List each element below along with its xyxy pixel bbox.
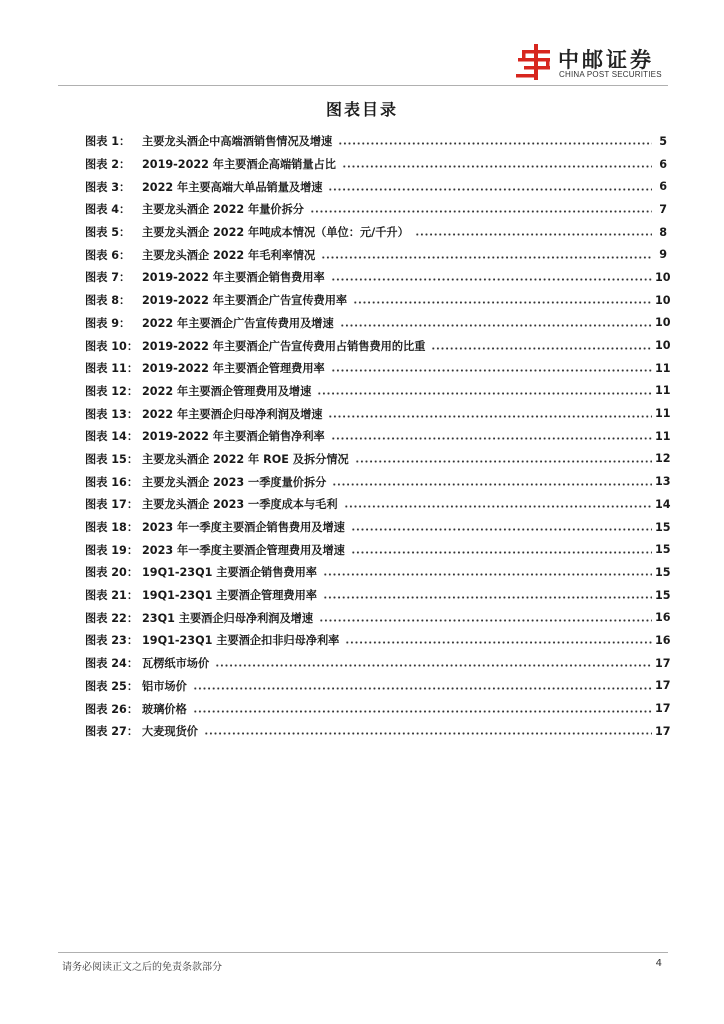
toc-entry-page: 14 bbox=[655, 497, 671, 511]
toc-entry-label: 图表 7： bbox=[85, 271, 131, 285]
toc-entry-label: 图表 27： bbox=[85, 725, 139, 739]
dot-leader bbox=[340, 318, 652, 328]
dot-leader bbox=[338, 136, 652, 146]
toc-entry-title: 2019-2022 年主要酒企高端销量占比 bbox=[142, 158, 336, 172]
toc-entry-label: 图表 26： bbox=[85, 702, 139, 716]
toc-entry-title: 2022 年主要酒企管理费用及增速 bbox=[142, 384, 312, 398]
toc-entry-label: 图表 15： bbox=[85, 452, 139, 466]
toc-entry-label: 图表 12： bbox=[85, 384, 139, 398]
toc-entry-label: 图表 24： bbox=[85, 657, 139, 671]
toc-entry-label: 图表 6： bbox=[85, 248, 131, 262]
toc-entry[interactable] bbox=[85, 266, 671, 289]
toc-entry-page: 16 bbox=[655, 611, 671, 625]
toc-entry[interactable] bbox=[85, 380, 671, 403]
toc-entry-label: 图表 13： bbox=[85, 407, 139, 421]
toc-entry[interactable] bbox=[85, 198, 667, 221]
toc-entry-title: 主要龙头酒企 2023 一季度成本与毛利 bbox=[142, 498, 338, 512]
toc-entry[interactable] bbox=[85, 243, 667, 266]
toc-entry-title: 2019-2022 年主要酒企广告宣传费用率 bbox=[142, 294, 348, 308]
dot-leader bbox=[323, 567, 652, 577]
toc-entry[interactable] bbox=[85, 448, 671, 471]
toc-entry-page: 17 bbox=[655, 679, 671, 693]
toc-entry-title: 2023 年一季度主要酒企管理费用及增速 bbox=[142, 543, 345, 557]
toc-entry-page: 11 bbox=[655, 361, 671, 375]
figure-list bbox=[85, 130, 671, 743]
toc-entry-label: 图表 20： bbox=[85, 566, 139, 580]
toc-entry-label: 图表 3： bbox=[85, 180, 131, 194]
toc-entry[interactable] bbox=[85, 606, 671, 629]
toc-entry-page: 9 bbox=[659, 248, 667, 262]
dot-leader bbox=[351, 522, 652, 532]
toc-entry-label: 图表 1： bbox=[85, 135, 131, 149]
toc-entry-page: 6 bbox=[659, 180, 667, 194]
toc-entry-label: 图表 16： bbox=[85, 475, 139, 489]
toc-entry-title: 玻璃价格 bbox=[142, 702, 187, 716]
toc-entry[interactable] bbox=[85, 221, 667, 244]
toc-entry-label: 图表 22： bbox=[85, 611, 139, 625]
toc-entry-page: 17 bbox=[655, 724, 671, 738]
toc-entry-label: 图表 5： bbox=[85, 226, 131, 240]
toc-entry[interactable] bbox=[85, 289, 671, 312]
toc-entry-title: 2019-2022 年主要酒企销售净利率 bbox=[142, 430, 325, 444]
dot-leader bbox=[415, 227, 652, 237]
toc-entry[interactable] bbox=[85, 629, 671, 652]
dot-leader bbox=[344, 499, 652, 509]
dot-leader bbox=[353, 295, 652, 305]
toc-entry-title: 2023 年一季度主要酒企销售费用及增速 bbox=[142, 521, 345, 535]
toc-entry[interactable] bbox=[85, 130, 667, 153]
dot-leader bbox=[328, 182, 652, 192]
dot-leader bbox=[317, 386, 652, 396]
toc-entry[interactable] bbox=[85, 584, 671, 607]
dot-leader bbox=[331, 431, 652, 441]
toc-entry-title: 2022 年主要酒企归母净利润及增速 bbox=[142, 407, 323, 421]
toc-entry[interactable] bbox=[85, 538, 671, 561]
toc-entry-title: 2019-2022 年主要酒企管理费用率 bbox=[142, 362, 325, 376]
toc-entry-title: 铝市场价 bbox=[142, 679, 187, 693]
toc-entry-page: 7 bbox=[659, 202, 667, 216]
toc-entry-title: 2019-2022 年主要酒企广告宣传费用占销售费用的比重 bbox=[142, 339, 426, 353]
china-post-logo-icon bbox=[514, 42, 554, 82]
dot-leader bbox=[321, 250, 652, 260]
toc-entry-page: 15 bbox=[655, 588, 671, 602]
toc-entry-title: 主要龙头酒企中高端酒销售情况及增速 bbox=[142, 135, 333, 149]
toc-entry-title: 主要龙头酒企 2023 一季度量价拆分 bbox=[142, 475, 327, 489]
toc-entry[interactable] bbox=[85, 516, 671, 539]
toc-entry-page: 15 bbox=[655, 543, 671, 557]
toc-entry-label: 图表 9： bbox=[85, 316, 131, 330]
footer-divider bbox=[58, 952, 668, 953]
toc-entry-title: 19Q1-23Q1 主要酒企管理费用率 bbox=[142, 589, 317, 603]
toc-entry-label: 图表 14： bbox=[85, 430, 139, 444]
toc-entry-title: 瓦楞纸市场价 bbox=[142, 657, 210, 671]
dot-leader bbox=[204, 726, 652, 736]
dot-leader bbox=[355, 454, 652, 464]
dot-leader bbox=[328, 409, 652, 419]
toc-entry-label: 图表 8： bbox=[85, 294, 131, 308]
toc-entry-page: 5 bbox=[659, 134, 667, 148]
toc-entry-page: 17 bbox=[655, 656, 671, 670]
toc-entry-title: 23Q1 主要酒企归母净利润及增速 bbox=[142, 611, 314, 625]
toc-entry-title: 大麦现货价 bbox=[142, 725, 198, 739]
toc-entry[interactable] bbox=[85, 312, 671, 335]
company-logo bbox=[514, 42, 670, 82]
toc-entry[interactable] bbox=[85, 470, 671, 493]
toc-entry-label: 图表 4： bbox=[85, 203, 131, 217]
toc-entry-title: 2019-2022 年主要酒企销售费用率 bbox=[142, 271, 325, 285]
toc-entry-title: 主要龙头酒企 2022 年吨成本情况（单位：元/千升） bbox=[142, 226, 409, 240]
toc-entry[interactable] bbox=[85, 175, 667, 198]
dot-leader bbox=[431, 341, 652, 351]
toc-entry-page: 10 bbox=[655, 270, 671, 284]
logo-english-name: CHINA POST SECURITIES bbox=[559, 70, 662, 79]
toc-entry-page: 10 bbox=[655, 316, 671, 330]
dot-leader bbox=[331, 272, 652, 282]
toc-entry-label: 图表 10： bbox=[85, 339, 139, 353]
toc-entry[interactable] bbox=[85, 334, 671, 357]
toc-entry[interactable] bbox=[85, 652, 671, 675]
dot-leader bbox=[215, 658, 652, 668]
toc-entry-title: 2022 年主要高端大单品销量及增速 bbox=[142, 180, 323, 194]
toc-entry[interactable] bbox=[85, 493, 671, 516]
toc-entry-page: 10 bbox=[655, 293, 671, 307]
toc-entry[interactable] bbox=[85, 153, 667, 176]
toc-entry-title: 主要龙头酒企 2022 年量价拆分 bbox=[142, 203, 304, 217]
toc-entry[interactable] bbox=[85, 357, 671, 380]
toc-entry-title: 19Q1-23Q1 主要酒企销售费用率 bbox=[142, 566, 317, 580]
dot-leader bbox=[331, 363, 652, 373]
toc-entry-title: 主要龙头酒企 2022 年 ROE 及拆分情况 bbox=[142, 452, 349, 466]
toc-entry-page: 11 bbox=[655, 384, 671, 398]
toc-entry-label: 图表 11： bbox=[85, 362, 139, 376]
dot-leader bbox=[351, 545, 652, 555]
dot-leader bbox=[323, 590, 652, 600]
toc-entry-title: 2022 年主要酒企广告宣传费用及增速 bbox=[142, 316, 334, 330]
toc-entry-label: 图表 17： bbox=[85, 498, 139, 512]
toc-entry[interactable] bbox=[85, 720, 671, 743]
toc-entry-label: 图表 19： bbox=[85, 543, 139, 557]
dot-leader bbox=[345, 635, 652, 645]
toc-entry-page: 16 bbox=[655, 633, 671, 647]
dot-leader bbox=[342, 159, 652, 169]
toc-entry-page: 15 bbox=[655, 565, 671, 579]
header-divider bbox=[58, 85, 668, 86]
toc-entry-page: 8 bbox=[659, 225, 667, 239]
toc-entry-label: 图表 2： bbox=[85, 158, 131, 172]
toc-entry-page: 11 bbox=[655, 429, 671, 443]
toc-entry-title: 主要龙头酒企 2022 年毛利率情况 bbox=[142, 248, 316, 262]
toc-entry-page: 10 bbox=[655, 339, 671, 353]
page-title: 图表目录 bbox=[325, 100, 398, 119]
logo-chinese-name: 中邮证券 bbox=[558, 48, 654, 72]
toc-entry-page: 11 bbox=[655, 407, 671, 421]
toc-entry[interactable] bbox=[85, 561, 671, 584]
dot-leader bbox=[193, 704, 652, 714]
dot-leader bbox=[332, 477, 652, 487]
toc-entry-page: 17 bbox=[655, 702, 671, 716]
page-number: 4 bbox=[655, 958, 662, 969]
toc-entry-page: 15 bbox=[655, 520, 671, 534]
toc-entry-title: 19Q1-23Q1 主要酒企扣非归母净利率 bbox=[142, 634, 340, 648]
toc-entry[interactable] bbox=[85, 402, 671, 425]
toc-entry[interactable] bbox=[85, 697, 671, 720]
toc-entry-label: 图表 25： bbox=[85, 679, 139, 693]
footer-disclaimer: 请务必阅读正文之后的免责条款部分 bbox=[62, 962, 222, 973]
toc-entry-label: 图表 23： bbox=[85, 634, 139, 648]
toc-entry-label: 图表 21： bbox=[85, 589, 139, 603]
dot-leader bbox=[193, 681, 652, 691]
toc-entry-page: 13 bbox=[655, 475, 671, 489]
toc-entry[interactable] bbox=[85, 675, 671, 698]
dot-leader bbox=[319, 613, 652, 623]
toc-entry[interactable] bbox=[85, 425, 671, 448]
dot-leader bbox=[310, 204, 652, 214]
toc-entry-page: 12 bbox=[655, 452, 671, 466]
toc-entry-label: 图表 18： bbox=[85, 521, 139, 535]
toc-entry-page: 6 bbox=[659, 157, 667, 171]
